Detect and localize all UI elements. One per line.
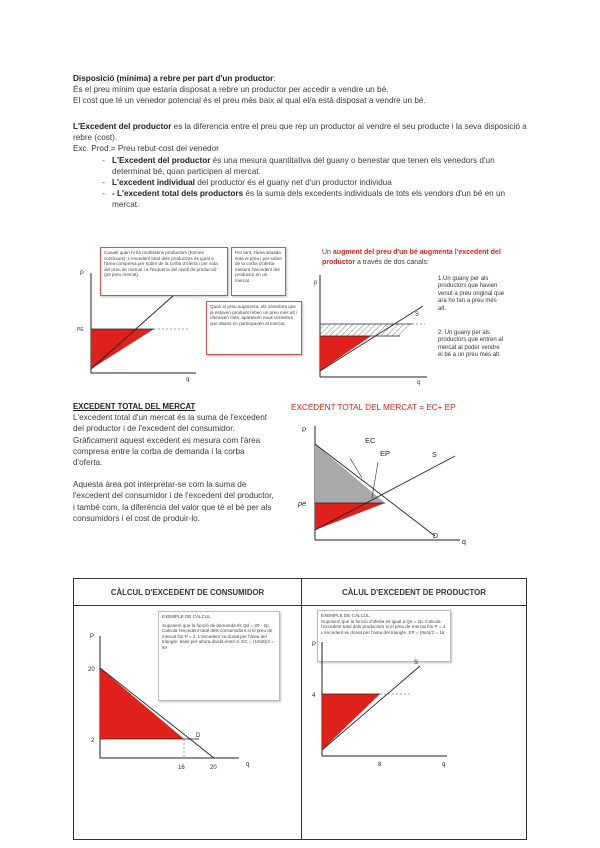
producer-note-body: Suposem que la funció d'oferta és igual a Qs = 2p. Calcula l'excedent total dels productors si el preu de mercat fos P = 4. L'excedent ve donat per l'àrea del triangle. EP = (8x4)/2 = 16 xyxy=(321,618,447,635)
fig3-consumer-surplus xyxy=(315,444,385,503)
fig3-producer-surplus xyxy=(315,503,385,530)
fig3-label-ec: EC xyxy=(365,436,376,445)
fig1-label-p: P xyxy=(80,271,85,277)
fig2-point-2: 2. Un guany per als productors que entren al mercat al poder vendre el bé a un preu més alt. xyxy=(438,330,504,359)
consumer-note-body: Suposem que la funció de demanda és Qd = 20 - 2p. Calcula l'excedent total dels consumidors si el preu de mercat fos P = 2. L'excedent ve donat per l'àrea del triangle: base per altura dividit entre 2. EC = (16x8)/2 = 64 xyxy=(162,622,274,650)
fig1-label-q: q xyxy=(186,377,190,383)
section-excedent-productor xyxy=(73,121,533,211)
fig2-caption: Un augment del preu d'un bé augmenta l'excedent del productor a través de dos canals: xyxy=(322,249,501,266)
fig3-ep-pointer xyxy=(372,462,378,498)
fig1-note-c: Quan el preu augmenta, els venedors que ja estaven produint reben un preu més alt i ofereixen més; apareixen nous venedors que abans no participaven al mercat. xyxy=(206,301,302,355)
fig1-note-b: Per tant, l'àrea situada sota el preu i per sobre de la corba d'oferta mesura l'excedent del productor en un mercat. xyxy=(231,247,286,296)
excedent-definition: L'Excedent del productor es la diferencia entre el preu que rep un productor al vendre el seu producte i la seva disposició a rebre (cost). xyxy=(73,122,527,143)
excedent-formula: Exc. Prod.= Preu rebut-cost del venedor xyxy=(73,144,219,154)
fig3-title: EXCEDENT TOTAL DEL MERCAT = EC+ EP xyxy=(291,403,456,412)
calculation-table xyxy=(73,578,527,840)
excedent-total-p1: L'excedent total d'un mercat és la suma de l'excedent del productor i de l'excedent del consumidor. Gràficament aquest excedent es mesura com l'àrea compresa entre la corba de demanda i la corba d'oferta. xyxy=(73,413,268,468)
fig3-label-q: q xyxy=(462,539,466,546)
producer-label-4: 4 xyxy=(312,693,316,699)
consumer-label-20: 20 xyxy=(88,667,95,673)
fig3-label-s: S xyxy=(432,452,437,459)
table-header-consumer: CÀLCUL D'EXCEDENT DE CONSUMIDOR xyxy=(74,579,302,606)
producer-cell xyxy=(302,606,527,839)
consumer-label-q: q xyxy=(246,762,250,768)
consumer-label-x20: 20 xyxy=(210,765,217,771)
fig3-label-d: D xyxy=(433,533,439,540)
figure-producer-surplus xyxy=(78,245,308,385)
fig3-label-p: P xyxy=(302,427,307,434)
producer-label-s: S xyxy=(414,660,419,666)
fig1-note-a: Canals quan hi ha moltíssims productors (formes contínues): L'excedent total dels productors és igual a l'àrea compresa per sobre de la corba d'oferta i per sota del preu de mercat i a l'esquerra del nivell de producció (p0 preu mercat). xyxy=(100,247,228,296)
fig3-graph xyxy=(290,418,480,548)
figure-total-surplus xyxy=(290,418,480,548)
fig2-gain-area xyxy=(320,324,412,336)
fig1-label-pe: PE xyxy=(77,327,84,333)
fig2-graph xyxy=(305,270,430,385)
bullet-item: - L'Excedent del productor és una mesura quantitativa del guany o benestar que tenen els venedors d'un determinat bé, quan participen al mercat. xyxy=(102,155,495,176)
disposicio-line-1: És el preu mínim que estaria disposat a rebre un productor per accedir a vendre un bé. xyxy=(73,85,389,95)
fig2-label-q: q xyxy=(417,380,421,386)
table-header-producer: CÀLUL D'EXCEDENT DE PRODUCTOR xyxy=(301,579,527,606)
disposicio-line-2: El cost que té un venedor potencial és el preu més baix al qual el/a està disposat a vendre un bé. xyxy=(73,96,426,106)
consumer-label-p: P xyxy=(90,634,95,640)
fig3-label-pe: pe xyxy=(298,499,307,508)
fig3-label-ep: EP xyxy=(380,449,391,458)
consumer-graph xyxy=(74,606,301,839)
bullet-item: - L'excedent individual del productor és el guany net d'un productor individua xyxy=(102,178,392,188)
disposicio-heading: Disposició (mínima) a rebre per part d'un productor: xyxy=(73,74,276,83)
fig2-label-p: p xyxy=(314,280,318,286)
producer-graph xyxy=(302,606,527,839)
consumer-label-16: 16 xyxy=(178,765,185,771)
fig1-supply-curve xyxy=(91,287,183,369)
excedent-total-p2: Aquesta àrea pot interpretar-se com la suma de l'excedent del consumidor i de l'excedent del productor, i també com, la diferència del valor que té el bé per als consumidors i el cost de produir-lo. xyxy=(73,480,274,523)
section-disposicio xyxy=(73,73,533,107)
section-excedent-total xyxy=(73,401,275,524)
producer-label-8: 8 xyxy=(378,762,382,768)
consumer-note-title: EXEMPLE DE CÀLCUL xyxy=(162,614,211,619)
producer-label-p: P xyxy=(312,642,317,648)
fig1-producer-surplus-area xyxy=(91,329,154,369)
fig2-label-s: S xyxy=(415,312,420,318)
bullet-list xyxy=(73,155,533,211)
bullet-item: - - L'excedent total dels productors és la suma dels excedents individuals de tots els vendors d'un bé en un mercat. xyxy=(102,189,506,210)
excedent-total-title: EXCEDENT TOTAL DEL MERCAT xyxy=(73,402,196,411)
consumer-cell xyxy=(74,606,301,839)
producer-note-title: EXEMPLE DE CÀLCUL xyxy=(321,613,370,618)
consumer-surplus-area xyxy=(100,668,184,739)
producer-label-q: q xyxy=(442,762,446,768)
consumer-label-2: 2 xyxy=(91,738,95,744)
figure-price-increase xyxy=(305,270,515,385)
consumer-label-d: D xyxy=(196,733,201,739)
fig2-point-1: 1.Un guany per als productors que havien venut a preu original que ara ho fan a preu més alt. xyxy=(438,276,505,312)
producer-surplus-area xyxy=(322,694,380,750)
